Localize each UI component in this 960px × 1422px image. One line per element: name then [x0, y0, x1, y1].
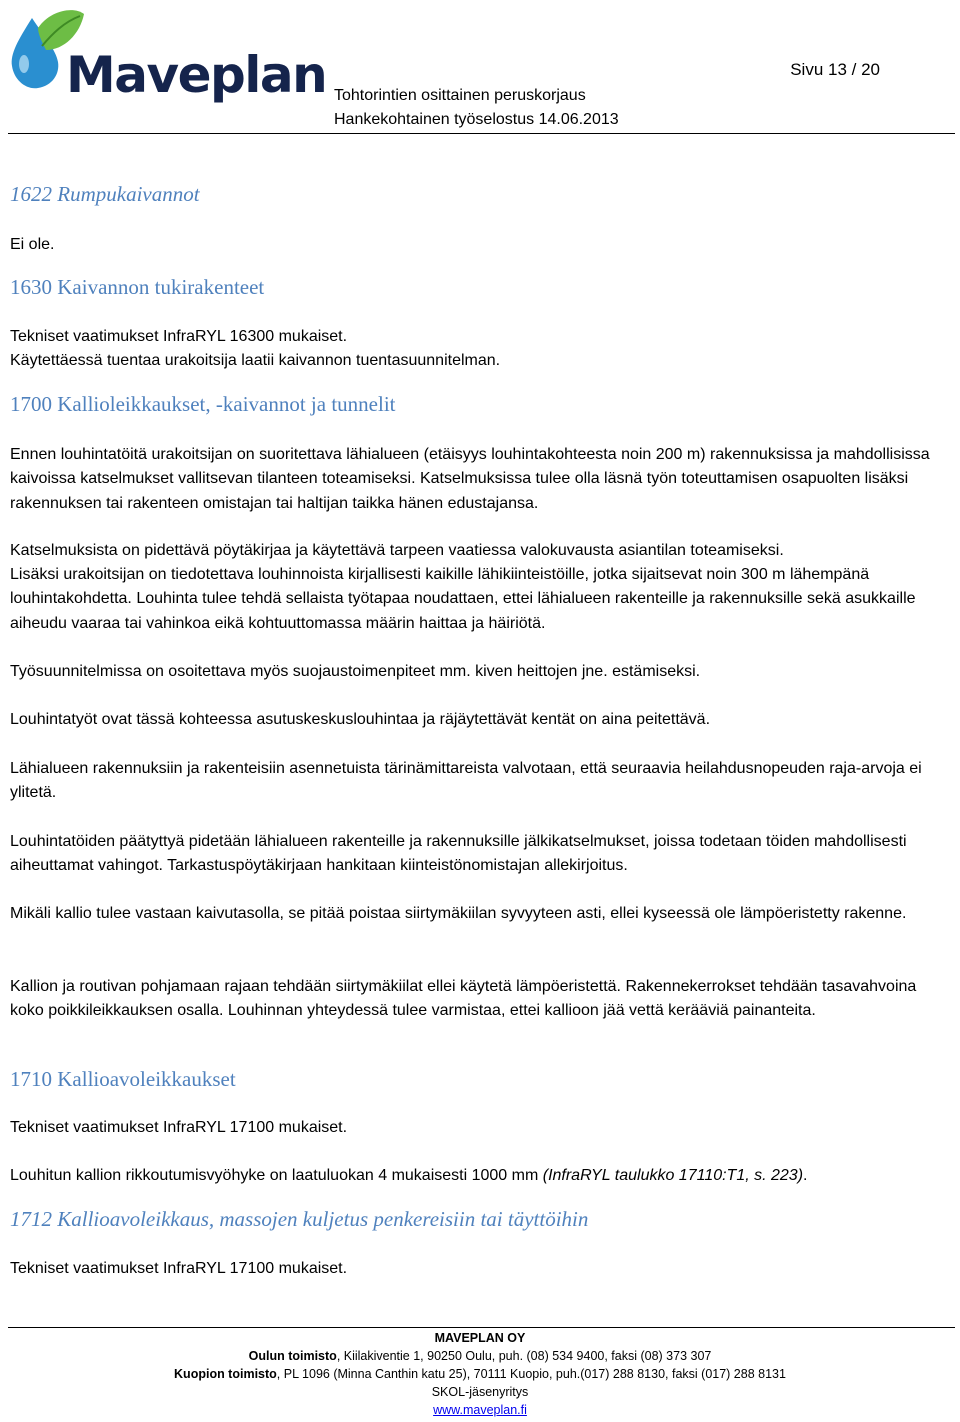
paragraph-1712-1: Tekniset vaatimukset InfraRYL 17100 mukaiset. [10, 1260, 348, 1277]
document-subtitle: Hankekohtainen työselostus 14.06.2013 [334, 111, 619, 128]
paragraph-1700-8: Mikäli kallio tulee vastaan kaivutasolla, se pitää poistaa siirtymäkiilan syvyyteen asti, ellei kyseessä ole lämpöeristetty rakenne. [10, 905, 907, 922]
paragraph-1700-6: Lähialueen rakennuksiin ja rakenteisiin asennetuista tärinämittareista valvotaan, että seuraavia heilahdusnopeuden raja-arvoja ei ylitetä. [10, 760, 922, 802]
infraryl-reference: (InfraRYL taulukko 17110:T1, s. 223) [542, 1167, 804, 1184]
header-divider [8, 133, 955, 134]
heading-1712: 1712 Kallioavoleikkaus, massojen kuljetus penkereisiin tai täyttöihin [10, 1207, 589, 1231]
oulu-office-details: , Kiilakiventie 1, 90250 Oulu, puh. (08) 534 9400, faksi (08) 373 307 [336, 1349, 712, 1363]
paragraph-1710-2 [10, 1164, 952, 1188]
paragraph-1622-1: Ei ole. [10, 236, 55, 253]
footer-kuopio-office [0, 1365, 960, 1383]
paragraph-1700-4: Työsuunnitelmissa on osoitettava myös suojaustoimenpiteet mm. kiven heittojen jne. estämiseksi. [10, 663, 701, 680]
page-header [0, 0, 960, 140]
paragraph-1710-2-end: . [803, 1167, 808, 1184]
heading-1630: 1630 Kaivannon tukirakenteet [10, 275, 265, 299]
footer-oulu-office [0, 1347, 960, 1365]
project-title: Tohtorintien osittainen peruskorjaus [334, 87, 586, 104]
paragraph-1700-5: Louhintatyöt ovat tässä kohteessa asutuskeskuslouhintaa ja räjäytettävät kentät on aina peitettävä. [10, 711, 711, 728]
paragraph-1700-7: Louhintatöiden päätyttyä pidetään lähialueen rakenteille ja rakennuksille jälkikatselmukset, joissa todetaan töiden mahdollisesti aiheuttamat vahingot. Tarkastuspöytäkirjaan hankitaan kiinteistönomistajan allekirjoitus. [10, 833, 907, 875]
paragraph-1710-2-text: Louhitun kallion rikkoutumisvyöhyke on laatuluokan 4 mukaisesti 1000 mm [10, 1167, 543, 1184]
footer-membership: SKOL-jäsenyritys [431, 1385, 529, 1399]
paragraph-1700-9: Kallion ja routivan pohjamaan rajaan tehdään siirtymäkiilat ellei käytetä lämpöeristettä. Rakennekerrokset tehdään tasavahvoina koko poikkileikkauksen osalla. Louhinnan yhteydessä tulee varmistaa, ettei kallioon jää vettä kerääviä painanteita. [10, 978, 917, 1020]
heading-1710: 1710 Kallioavoleikkaukset [10, 1067, 236, 1091]
document-title [334, 84, 619, 132]
paragraph-1700-2: Katselmuksista on pidettävä pöytäkirjaa ja käytettävä tarpeen vaatiessa valokuvausta asiantilan toteamiseksi. [10, 542, 784, 559]
page-number: Sivu 13 / 20 [790, 60, 880, 79]
page-footer [0, 1329, 960, 1419]
website-link[interactable]: www.maveplan.fi [433, 1403, 527, 1417]
logo-wordmark: Maveplan [66, 46, 327, 104]
paragraph-1630-1: Tekniset vaatimukset InfraRYL 16300 mukaiset. [10, 328, 348, 345]
kuopio-office-label: Kuopion toimisto [174, 1367, 277, 1381]
footer-divider [8, 1327, 955, 1328]
heading-1700: 1700 Kallioleikkaukset, -kaivannot ja tunnelit [10, 392, 396, 416]
heading-1622: 1622 Rumpukaivannot [10, 182, 200, 206]
paragraph-1710-1: Tekniset vaatimukset InfraRYL 17100 mukaiset. [10, 1119, 348, 1136]
paragraph-1700-3: Lisäksi urakoitsijan on tiedotettava louhinnoista kirjallisesti kaikille lähikiinteistöille, jotka sijaitsevat noin 300 m lähempänä louhintakohdetta. Louhinta tulee tehdä sellaista työtapaa noudattaen, ettei lähialueen rakenteille ja rakennuksille sekä asukkaille aiheudu vaaraa tai vahinkoa eikä kohtuuttomassa määrin haittaa ja häiriötä. [10, 566, 916, 632]
footer-company: MAVEPLAN OY [434, 1331, 526, 1345]
maveplan-logo [8, 4, 327, 116]
paragraph-1700-1: Ennen louhintatöitä urakoitsijan on suoritettava lähialueen (etäisyys louhintakohteesta noin 200 m) rakennuksissa ja mahdollisissa kaivoissa katselmukset vallitsevan tilanteen toteamiseksi. Katselmuksissa tulee olla läsnä työn toteuttamisen osapuolten lisäksi rakennuksen tai rakenteen omistajan tai haltijan taikka hänen edustajansa. [10, 446, 930, 512]
oulu-office-label: Oulun toimisto [248, 1349, 337, 1363]
paragraph-1630-2: Käytettäessä tuentaa urakoitsija laatii kaivannon tuentasuunnitelman. [10, 352, 501, 369]
kuopio-office-details: , PL 1096 (Minna Canthin katu 25), 70111 Kuopio, puh.(017) 288 8130, faksi (017) 288 8131 [276, 1367, 786, 1381]
